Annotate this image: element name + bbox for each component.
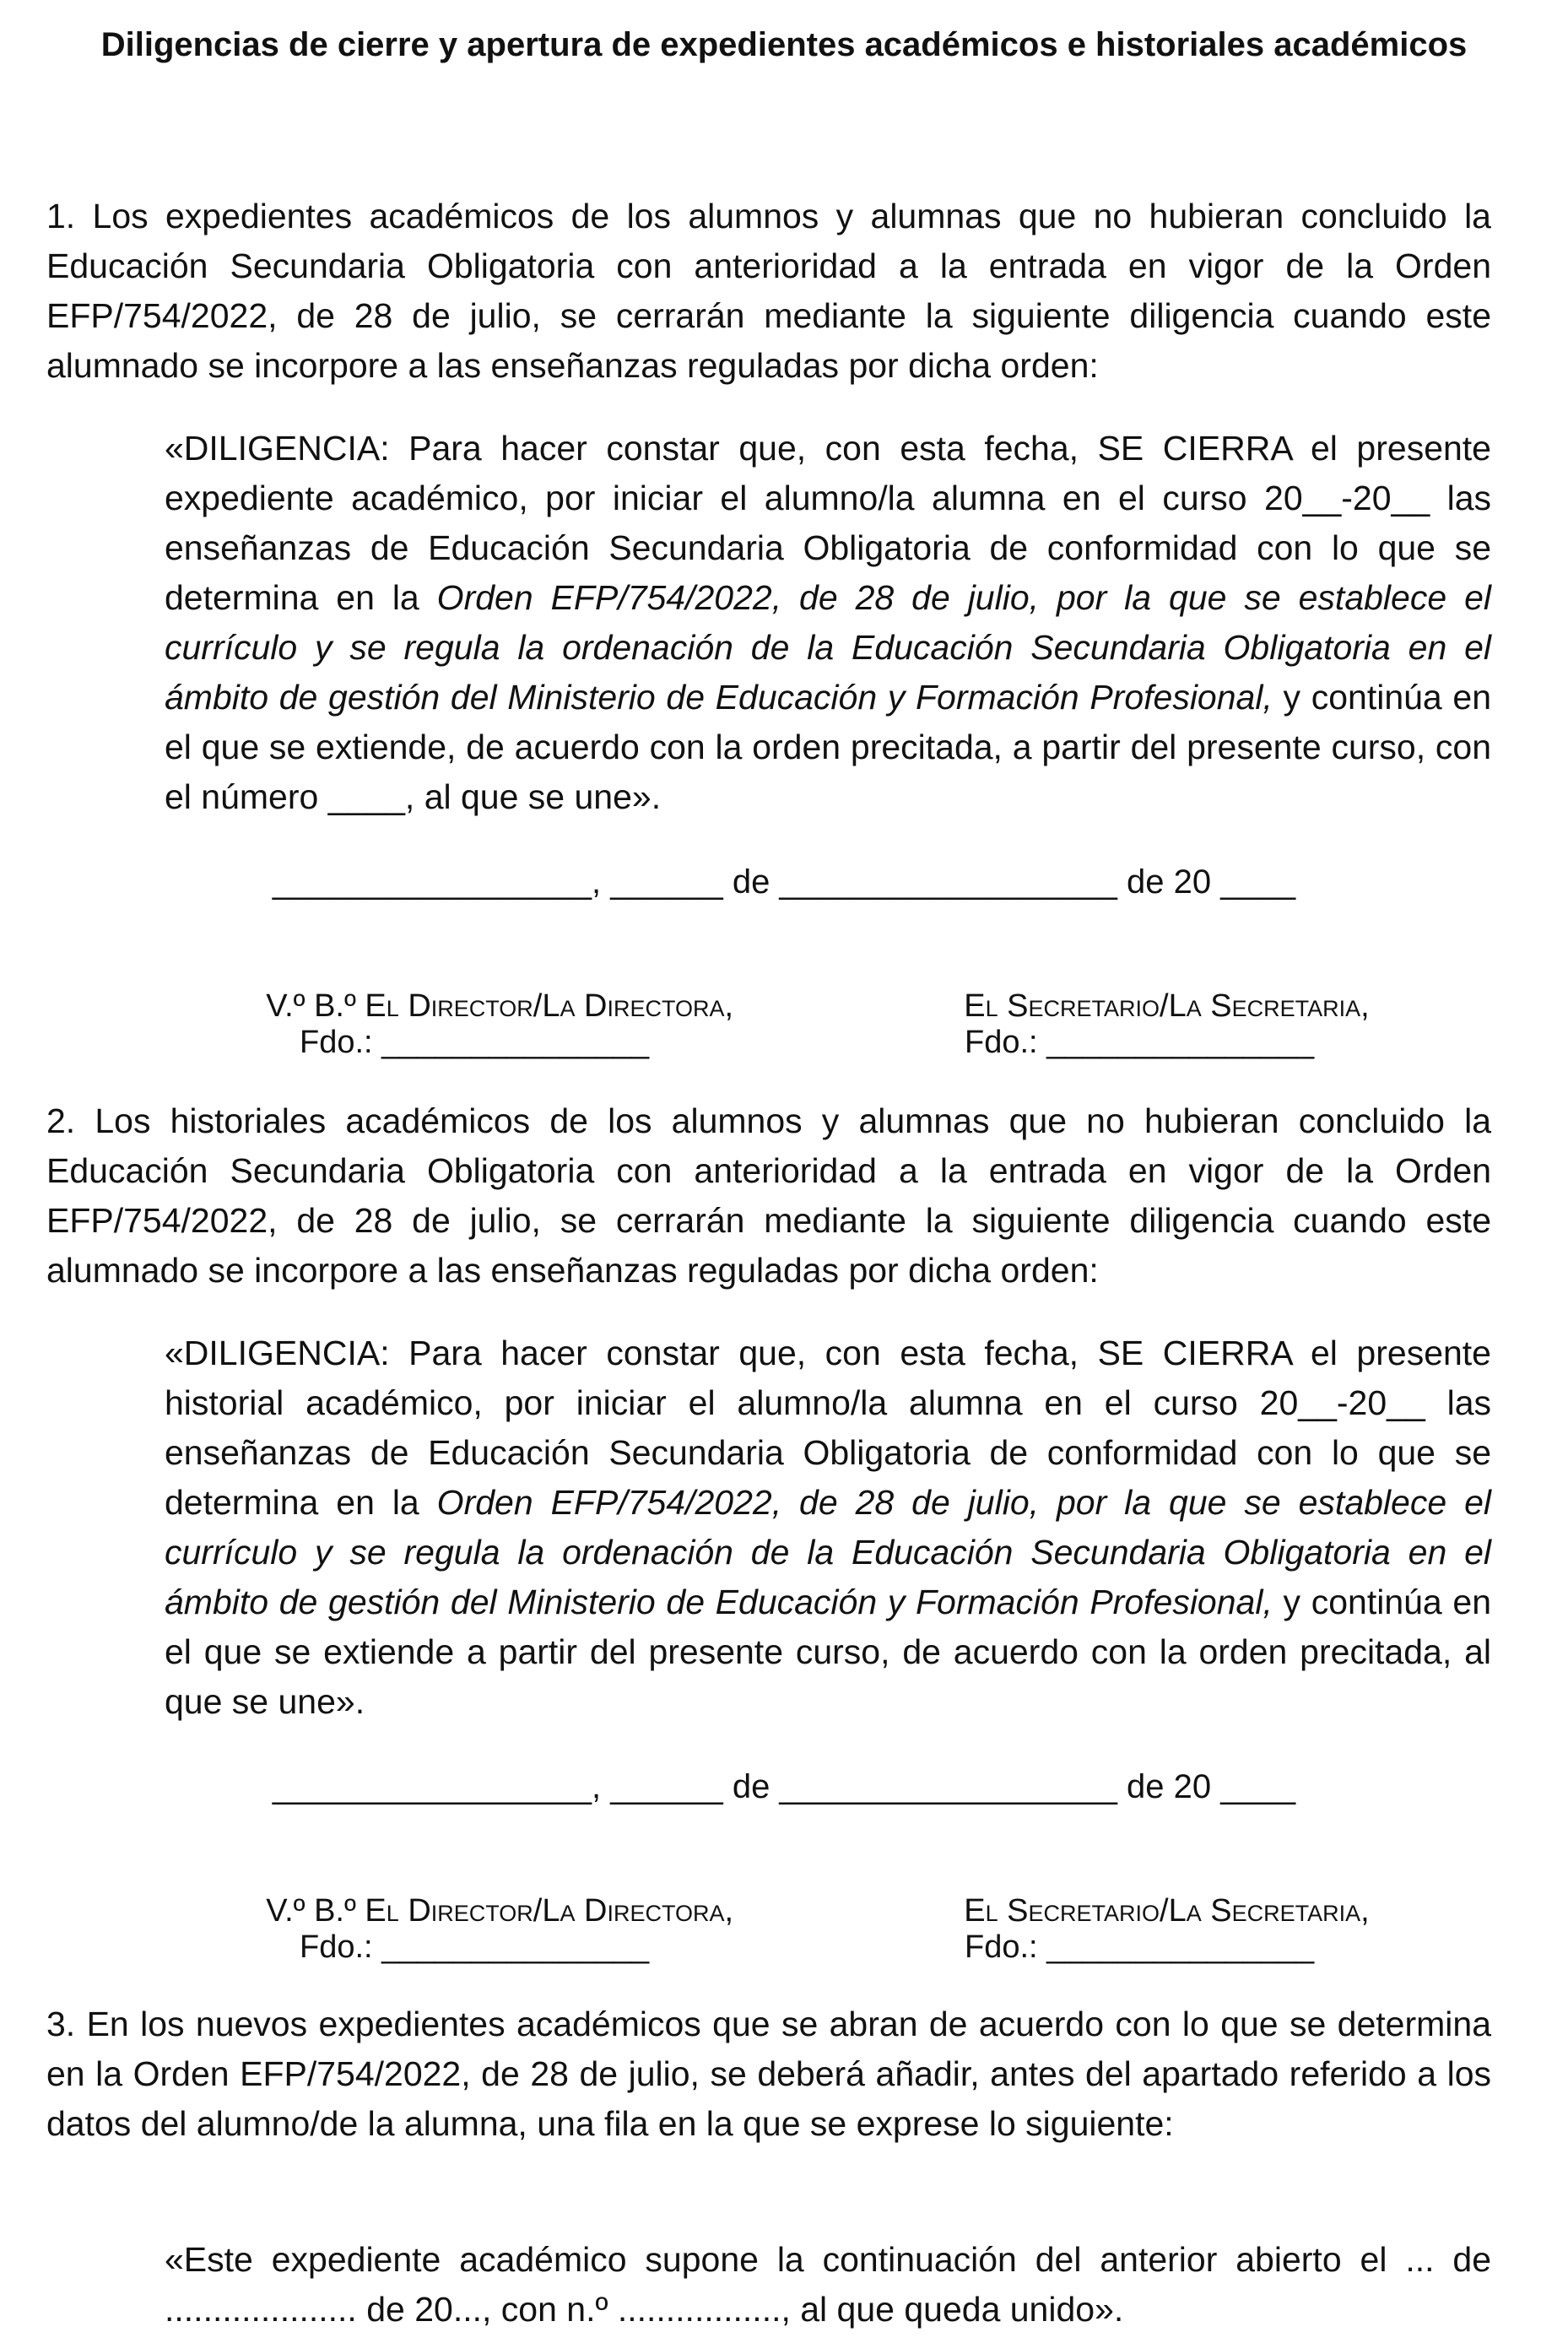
section-2-fdo-left: Fdo.: _______________ xyxy=(300,1929,650,1965)
section-1-fdo-left: Fdo.: _______________ xyxy=(300,1025,650,1060)
section-2-date-line: _________________, ______ de __________________ de 20 ____ xyxy=(272,1768,1296,1805)
section-3-quote: «Este expediente académico supone la continuación del anterior abierto el ... de .................... de 20..., con n.º ................., al que queda unido». xyxy=(165,2240,1491,2329)
section-2-intro: 2. Los historiales académicos de los alumnos y alumnas que no hubieran concluido la Educación Secundaria Obligatoria con anterioridad a la entrada en vigor de la Orden EFP/754/2022, de 28 de julio, se cerrarán mediante la siguiente diligencia cuando este alumnado se incorpore a las enseñanzas reguladas por dicha orden: xyxy=(46,1101,1491,1290)
section-1-diligencia-italic: Orden EFP/754/2022, de 28 de julio, por la que se establece el currículo y se regula la ordenación de la Educación Secundaria Obligatoria en el ámbito de gestión del Ministerio de Educación y Formación Profesional, xyxy=(165,578,1491,717)
section-2-secretary-text: El Secretario/La Secretaria, xyxy=(964,1893,1370,1929)
section-1-director-text: V.º B.º El Director/La Directora, xyxy=(266,988,734,1024)
section-1-diligencia xyxy=(165,424,1491,822)
section-2-diligencia xyxy=(165,1328,1491,1727)
section-2-fdo-right: Fdo.: _______________ xyxy=(965,1929,1315,1965)
section-3-intro: 3. En los nuevos expedientes académicos que se abran de acuerdo con lo que se determina en la Orden EFP/754/2022, de 28 de julio, se deberá añadir, antes del apartado referido a los datos del alumno/de la alumna, una fila en la que se exprese lo siguiente: xyxy=(46,2005,1491,2143)
section-2-diligencia-end: y continúa en el que se extiende a partir del presente curso, de acuerdo con la orden precitada, al que se une». xyxy=(165,1583,1492,1721)
section-1-intro: 1. Los expedientes académicos de los alumnos y alumnas que no hubieran concluido la Educación Secundaria Obligatoria con anterioridad a la entrada en vigor de la Orden EFP/754/2022, de 28 de julio, se cerrarán mediante la siguiente diligencia cuando este alumnado se incorpore a las enseñanzas reguladas por dicha orden: xyxy=(46,197,1491,385)
section-1-date-line: _________________, ______ de __________________ de 20 ____ xyxy=(272,863,1296,901)
section-2-diligencia-italic: Orden EFP/754/2022, de 28 de julio, por la que se establece el currículo y se regula la ordenación de la Educación Secundaria Obligatoria en el ámbito de gestión del Ministerio de Educación y Formación Profesional, xyxy=(165,1483,1491,1621)
section-1-diligencia-end: y continúa en el que se extiende, de acuerdo con la orden precitada, a partir del presente curso, con el número ____, al que se une». xyxy=(165,678,1492,816)
section-2-director-text: V.º B.º El Director/La Directora, xyxy=(266,1893,734,1929)
section-2-diligencia-start: «DILIGENCIA: Para hacer constar que, con esta fecha, SE CIERRA el presente historial académico, por iniciar el alumno/la alumna en el curso 20__-20__ las enseñanzas de Educación Secundaria Obligatoria de conformidad con lo que se determina en la xyxy=(165,1334,1491,1522)
section-1-secretary-text: El Secretario/La Secretaria, xyxy=(964,988,1370,1024)
section-1-fdo-right: Fdo.: _______________ xyxy=(965,1025,1315,1060)
page-title: Diligencias de cierre y apertura de expedientes académicos e historiales académicos xyxy=(100,26,1468,63)
section-1-diligencia-start: «DILIGENCIA: Para hacer constar que, con esta fecha, SE CIERRA el presente expediente académico, por iniciar el alumno/la alumna en el curso 20__-20__ las enseñanzas de Educación Secundaria Obligatoria de conformidad con lo que se determina en la xyxy=(165,429,1491,617)
